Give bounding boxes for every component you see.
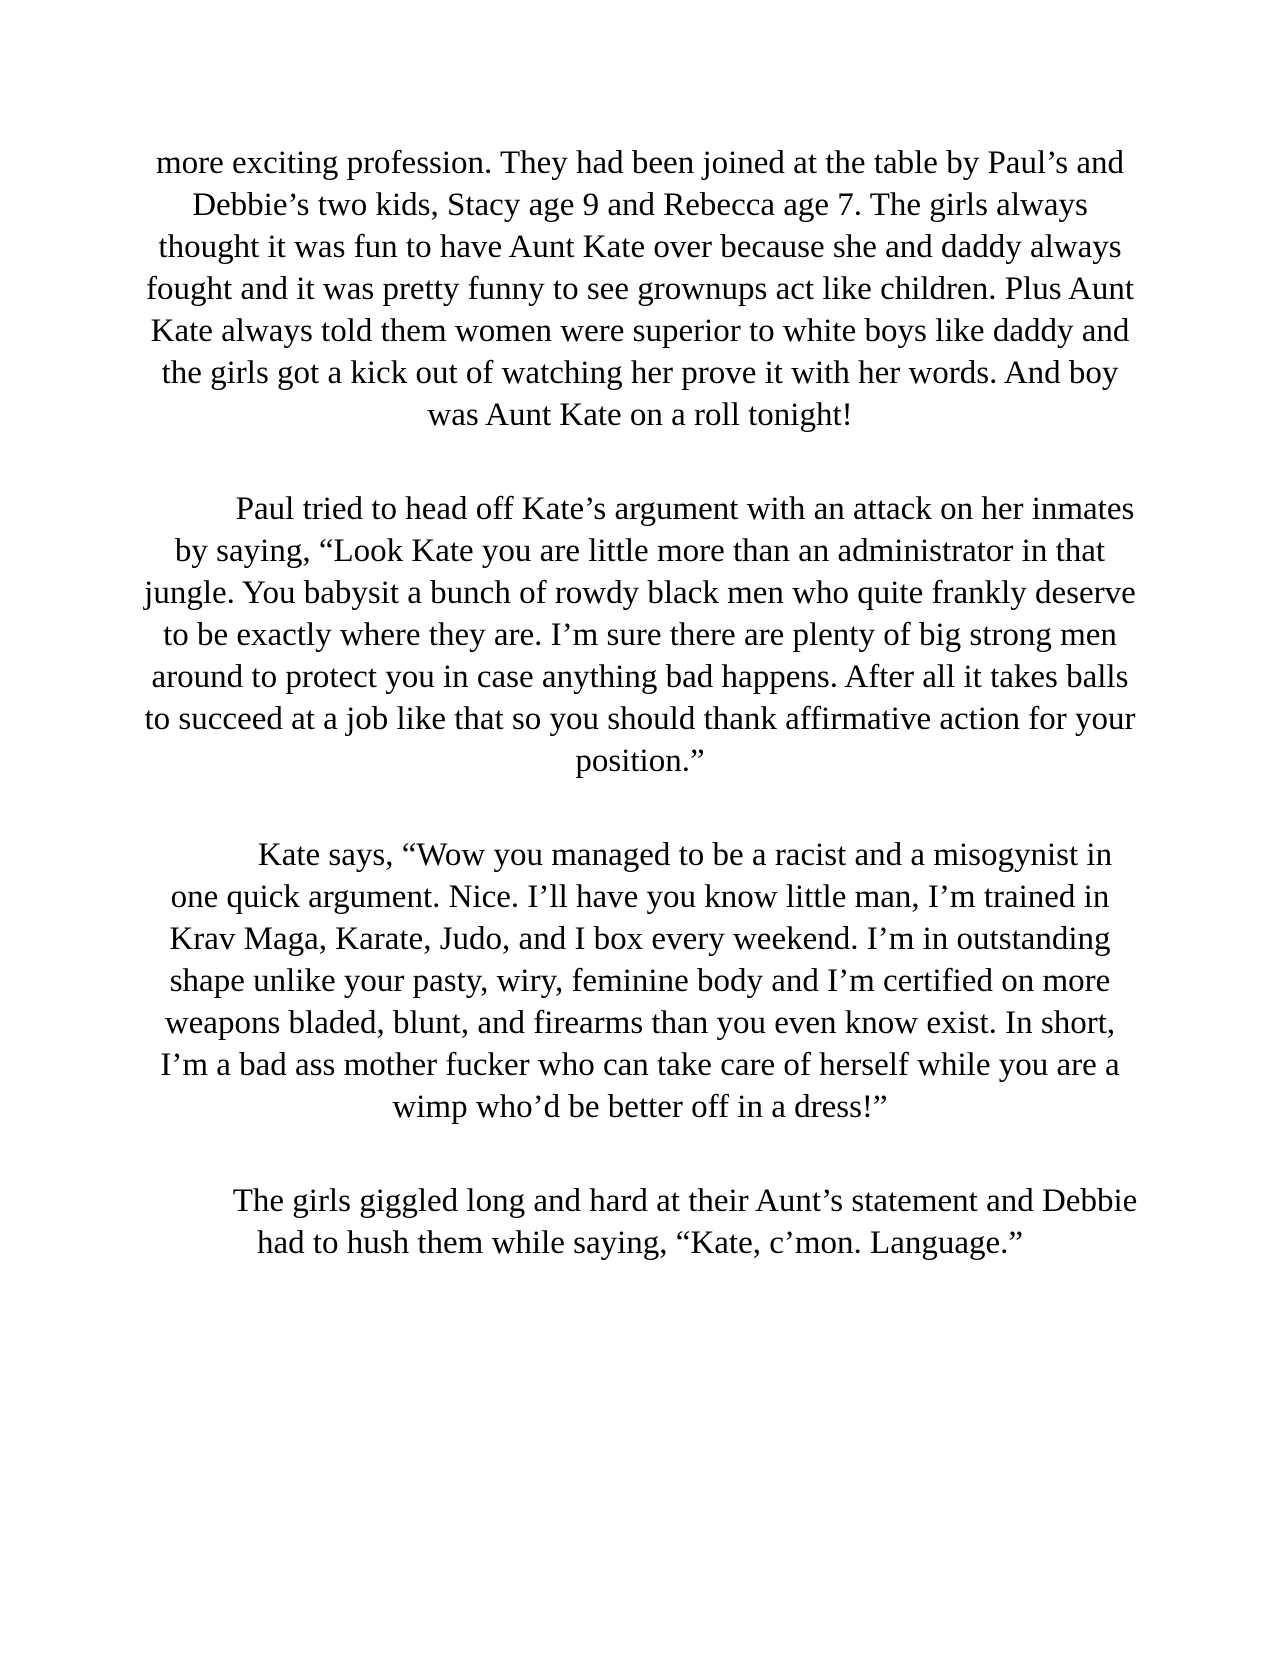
- paragraph: more exciting profession. They had been joined at the table by Paul’s and Debbie’s two kids, Stacy age 9 and Rebecca age 7. The girls always thought it was fun to have Aunt Kate over because she and daddy always fought and it was pretty funny to see grownups act like children. Plus Aunt Kate always told them women were superior to white boys like daddy and the girls got a kick out of watching her prove it with her words. And boy was Aunt Kate on a roll tonight!: [145, 145, 1134, 433]
- paragraph: Kate says, “Wow you managed to be a racist and a misogynist in one quick argument. Nice. I’ll have you know little man, I’m trained in Krav Maga, Karate, Judo, and I box every weekend. I’m in outstanding shape unlike your pasty, wiry, feminine body and I’m certified on more weapons bladed, blunt, and firearms than you even know exist. In short, I’m a bad ass mother fucker who can take care of herself while you are a wimp who’d be better off in a dress!”: [160, 837, 1120, 1125]
- paragraph: The girls giggled long and hard at their Aunt’s statement and Debbie had to hush them while saying, “Kate, c’mon. Language.”: [232, 1183, 1138, 1261]
- paragraph: Paul tried to head off Kate’s argument with an attack on her inmates by saying, “Look Kate you are little more than an administrator in that jungle. You babysit a bunch of rowdy black men who quite frankly deserve to be exactly where they are. I’m sure there are plenty of big strong men around to protect you in case anything bad happens. After all it takes balls to succeed at a job like that so you should thank affirmative action for your position.”: [144, 491, 1136, 779]
